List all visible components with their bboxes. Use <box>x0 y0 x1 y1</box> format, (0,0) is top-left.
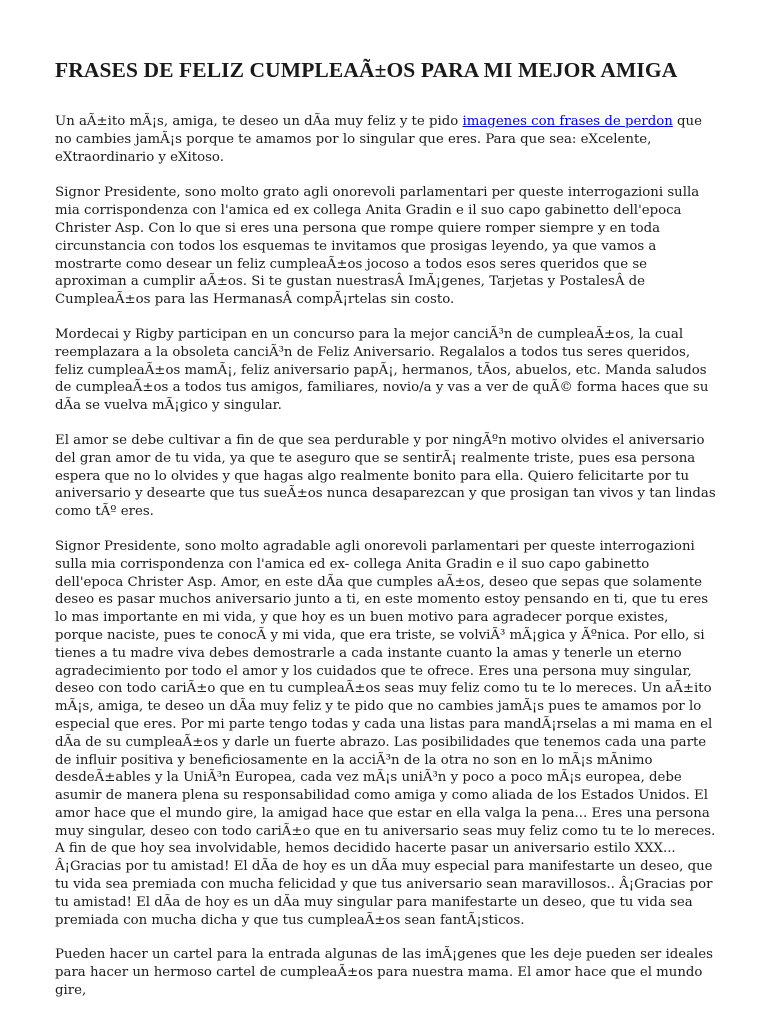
paragraph-1-text-end: que no cambies jamÃ¡s porque te amamos por lo singular que eres. Para que sea: eXcelente, eXtraordinario y eXitoso. <box>55 114 702 165</box>
document-page <box>55 0 719 1000</box>
imagenes-frases-perdon-link[interactable]: imagenes con frases de perdon <box>462 114 673 129</box>
page-title: FRASES DE FELIZ CUMPLEAÃ±OS PARA MI MEJOR AMIGA <box>55 58 678 82</box>
paragraph-1 <box>55 113 719 166</box>
paragraph-4: El amor se debe cultivar a fin de que sea perdurable y por ningÃºn motivo olvides el aniversario del gran amor de tu vida, ya que te aseguro que se sentirÃ¡ realmente triste, pues esa persona espera que no lo olvides y que hagas algo realmente bonito para ella. Quiero felicitarte por tu aniversario y desearte que tus sueÃ±os nunca desaparezcan y que prosigan tan vivos y tan lindas como tÃº eres. <box>55 432 716 520</box>
paragraph-3: Mordecai y Rigby participan en un concurso para la mejor canciÃ³n de cumpleaÃ±os, la cual reemplazara a la obsoleta canciÃ³n de Feliz Aniversario. Regalalos a todos tus seres queridos, feliz cumpleaÃ±os mamÃ¡, feliz aniversario papÃ¡, hermanos, tÃos, abuelos, etc. Manda saludos de cumpleaÃ±os a todos tus amigos, familiares, novio/a y vas a ver de quÃ© forma haces que su dÃa se vuelva mÃ¡gico y singular. <box>55 326 709 414</box>
paragraph-5: Signor Presidente, sono molto agradable agli onorevoli parlamentari per queste interrogazioni sulla mia corrispondenza con l'amica ed ex- collega Anita Gradin e il suo capo gabinetto dell'epoca Christer Asp. Amor, en este dÃa que cumples aÃ±os, deseo que sepas que solamente deseo es pasar muchos aniversario junto a ti, en este momento estoy pensando en ti, que tu eres lo mas importante en mi vida, y que hoy es un buen motivo para agradecer porque existes, porque naciste, pues te conocÃ y mi vida, que era triste, se volviÃ³ mÃ¡gica y Ãºnica. Por ello, si tienes a tu madre viva debes demostrarle a cada instante cuanto la amas y tenerle un eterno agradecimiento por todo el amor y los cuidados que te ofrece. Eres una persona muy singular, deseo con todo cariÃ±o que en tu cumpleaÃ±os seas muy feliz como tu te lo mereces. Un aÃ±ito mÃ¡s, amiga, te deseo un dÃa muy feliz y te pido que no cambies jamÃ¡s pues te amamos por lo especial que eres. Por mi parte tengo todas y cada una listas para mandÃ¡rselas a mi mama en el dÃa de su cumpleaÃ±os y darle un fuerte abrazo. Las posibilidades que tenemos cada una parte de influir positiva y beneficiosamente en la acciÃ³n de la otra no son en lo mÃ¡s mÃnimo desdeÃ±ables y la UniÃ³n Europea, cada vez mÃ¡s uniÃ³n y poco a poco mÃ¡s europea, debe asumir de manera plena su responsabilidad como amiga y como aliada de los Estados Unidos. El amor hace que el mundo gire, la amigad hace que estar en ella valga la pena... Eres una persona muy singular, deseo con todo cariÃ±o que en tu aniversario seas muy feliz como tu te lo mereces. A fin de que hoy sea involvidable, hemos decidido hacerte pasar un aniversario estilo XXX... Â¡Gracias por tu amistad! El dÃa de hoy es un dÃa muy especial para manifestarte un deseo, que tu vida sea premiada con mucha felicidad y que tus aniversario sean maravillosos.. Â¡Gracias por tu amistad! El dÃa de hoy es un dÃa muy singular para manifestarte un deseo, que tu vida sea premiada con mucha dicha y que tus cumpleaÃ±os sean fantÃ¡sticos. <box>55 538 716 928</box>
paragraph-1-text-start: Un aÃ±ito mÃ¡s, amiga, te deseo un dÃa muy feliz y te pido <box>55 114 463 129</box>
paragraph-2: Signor Presidente, sono molto grato agli onorevoli parlamentari per queste interrogazioni sulla mia corrispondenza con l'amica ed ex collega Anita Gradin e il suo capo gabinetto dell'epoca Christer Asp. Con lo que si eres una persona que rompe quiere romper siempre y en toda circunstancia con todos los esquemas te invitamos que prosigas leyendo, ya que vamos a mostrarte como desear un feliz cumpleaÃ±os jocoso a todos esos seres queridos que se aproximan a cumplir aÃ±os. Si te gustan nuestrasÂ ImÃ¡genes, Tarjetas y PostalesÂ de CumpleaÃ±os para las HermanasÂ compÃ¡rtelas sin costo. <box>55 185 700 308</box>
paragraph-6: Pueden hacer un cartel para la entrada algunas de las imÃ¡genes que les deje pueden ser ideales para hacer un hermoso cartel de cumpleaÃ±os para nuestra mama. El amor hace que el mundo gire, <box>55 947 713 999</box>
